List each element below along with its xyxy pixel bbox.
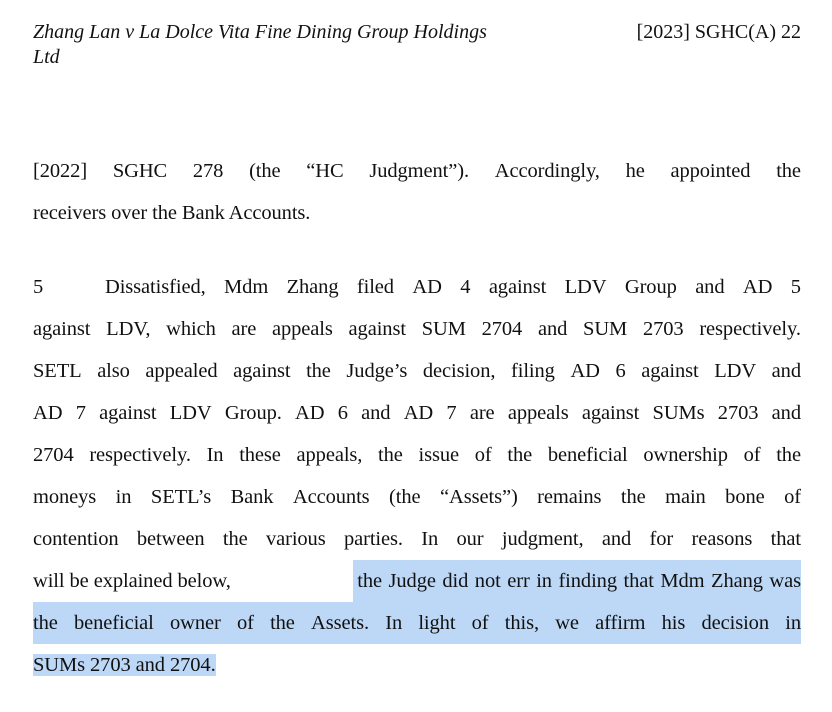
word: LDV bbox=[714, 360, 757, 382]
word: the bbox=[507, 444, 533, 466]
word: remains bbox=[537, 486, 602, 508]
word: reasons bbox=[691, 528, 753, 550]
word: also bbox=[97, 360, 130, 382]
word: 6 bbox=[337, 402, 348, 424]
word: he bbox=[625, 160, 645, 182]
word: his bbox=[661, 612, 686, 634]
word: and bbox=[695, 276, 725, 298]
text-line bbox=[33, 266, 801, 308]
word: filing bbox=[511, 360, 555, 382]
word: [2022] bbox=[33, 160, 88, 182]
highlighted-text: SUMs 2703 and 2704. bbox=[33, 654, 216, 676]
word: ownership bbox=[643, 444, 728, 466]
word: SUMs bbox=[652, 402, 705, 424]
word: 2703 bbox=[642, 318, 684, 340]
highlighted-text-line bbox=[33, 602, 801, 644]
word: (the bbox=[389, 486, 421, 508]
word: bone bbox=[725, 486, 765, 508]
word: and bbox=[771, 402, 801, 424]
word: 2704 bbox=[481, 318, 523, 340]
word: Judge’s bbox=[346, 360, 408, 382]
paragraph-continuation bbox=[33, 150, 801, 234]
word: appointed bbox=[670, 160, 751, 182]
word: 5 bbox=[790, 276, 801, 298]
word: owner bbox=[170, 612, 221, 634]
word: beneficial bbox=[547, 444, 628, 466]
word: respectively. bbox=[89, 444, 191, 466]
page-header bbox=[33, 20, 801, 76]
text-line bbox=[33, 392, 801, 434]
word: (the bbox=[249, 160, 281, 182]
word: contention bbox=[33, 528, 119, 550]
word: against bbox=[33, 318, 91, 340]
word: filed bbox=[356, 276, 394, 298]
text-line bbox=[33, 350, 801, 392]
word: appeals bbox=[272, 318, 333, 340]
word: AD bbox=[570, 360, 600, 382]
word: the bbox=[776, 160, 801, 182]
text-line bbox=[33, 476, 801, 518]
word: against bbox=[641, 360, 699, 382]
word: In bbox=[385, 612, 403, 634]
text-line: receivers over the Bank Accounts. bbox=[33, 202, 311, 224]
word: of bbox=[471, 612, 489, 634]
word: of bbox=[743, 444, 761, 466]
word: AD bbox=[33, 402, 63, 424]
word: Accounts bbox=[292, 486, 370, 508]
word: Zhang bbox=[286, 276, 339, 298]
word: of bbox=[474, 444, 492, 466]
word: 7 bbox=[75, 402, 86, 424]
word: various bbox=[265, 528, 326, 550]
word: and bbox=[537, 318, 568, 340]
text-line bbox=[33, 644, 801, 686]
word: 2704 bbox=[33, 444, 74, 466]
word: Mdm bbox=[224, 276, 269, 298]
word: the bbox=[33, 612, 58, 634]
word: against bbox=[348, 318, 406, 340]
word: Group. bbox=[224, 402, 282, 424]
word: we bbox=[555, 612, 579, 634]
word: LDV, bbox=[106, 318, 151, 340]
word: appeals, bbox=[296, 444, 363, 466]
word: AD bbox=[403, 402, 434, 424]
word: SETL’s bbox=[150, 486, 212, 508]
text-line-content bbox=[105, 266, 801, 308]
word: which bbox=[166, 318, 216, 340]
word: “Assets”) bbox=[440, 486, 518, 508]
word: AD bbox=[412, 276, 442, 298]
word: SUM bbox=[421, 318, 466, 340]
word: are bbox=[231, 318, 257, 340]
word: Bank bbox=[230, 486, 274, 508]
text-line bbox=[33, 150, 801, 192]
word: of bbox=[236, 612, 254, 634]
word: appeals bbox=[507, 402, 569, 424]
word: against bbox=[488, 276, 547, 298]
word: respectively. bbox=[699, 318, 801, 340]
word: 4 bbox=[460, 276, 471, 298]
word: 6 bbox=[615, 360, 626, 382]
word: 2703 bbox=[717, 402, 759, 424]
word: “HC bbox=[306, 160, 344, 182]
word: judgment, bbox=[501, 528, 584, 550]
word: of bbox=[784, 486, 801, 508]
word: against bbox=[99, 402, 157, 424]
word: SGHC bbox=[112, 160, 168, 182]
word: against bbox=[233, 360, 291, 382]
paragraph-number: 5 bbox=[33, 276, 44, 298]
word: the bbox=[620, 486, 646, 508]
case-title: Zhang Lan v La Dolce Vita Fine Dining Group Holdings Ltd bbox=[33, 21, 487, 68]
word: issue bbox=[418, 444, 460, 466]
word: In bbox=[206, 444, 224, 466]
word: that bbox=[770, 528, 801, 550]
case-citation: [2023] SGHC(A) 22 bbox=[636, 21, 801, 43]
word: LDV bbox=[169, 402, 212, 424]
word: Group bbox=[624, 276, 677, 298]
word: 7 bbox=[446, 402, 457, 424]
word: affirm bbox=[595, 612, 646, 634]
word: this, bbox=[504, 612, 539, 634]
paragraph-5 bbox=[33, 266, 801, 686]
word: in bbox=[115, 486, 132, 508]
word: are bbox=[469, 402, 495, 424]
text-line bbox=[33, 308, 801, 350]
word: Dissatisfied, bbox=[105, 276, 206, 298]
word: against bbox=[581, 402, 640, 424]
word: between bbox=[136, 528, 205, 550]
word: In bbox=[421, 528, 439, 550]
word: the bbox=[222, 528, 248, 550]
word: main bbox=[665, 486, 706, 508]
word: parties. bbox=[343, 528, 403, 550]
word: 278 bbox=[192, 160, 224, 182]
word: LDV bbox=[564, 276, 607, 298]
highlighted-text: the Judge did not err in finding that Mdm Zhang was bbox=[353, 560, 801, 602]
word: the bbox=[306, 360, 331, 382]
word: light bbox=[418, 612, 456, 634]
text-line bbox=[33, 518, 801, 560]
word: the bbox=[270, 612, 295, 634]
word: for bbox=[649, 528, 674, 550]
text-line bbox=[33, 434, 801, 476]
word: and bbox=[771, 360, 801, 382]
word: Accordingly, bbox=[494, 160, 600, 182]
word: in bbox=[785, 612, 801, 634]
text-line bbox=[33, 560, 801, 602]
word: Judgment”). bbox=[369, 160, 469, 182]
word: and bbox=[361, 402, 391, 424]
word: SETL bbox=[33, 360, 82, 382]
word: decision, bbox=[422, 360, 496, 382]
word: and bbox=[601, 528, 632, 550]
word: beneficial bbox=[73, 612, 154, 634]
word: the bbox=[378, 444, 403, 466]
word: SUM bbox=[583, 318, 628, 340]
word: the bbox=[776, 444, 801, 466]
word: moneys bbox=[33, 486, 97, 508]
word: Assets. bbox=[311, 612, 369, 634]
word: AD bbox=[742, 276, 773, 298]
word: these bbox=[239, 444, 281, 466]
word: our bbox=[456, 528, 484, 550]
word: appealed bbox=[145, 360, 218, 382]
word: AD bbox=[295, 402, 325, 424]
word: decision bbox=[701, 612, 769, 634]
text-line-plain: will be explained below, bbox=[33, 570, 231, 592]
